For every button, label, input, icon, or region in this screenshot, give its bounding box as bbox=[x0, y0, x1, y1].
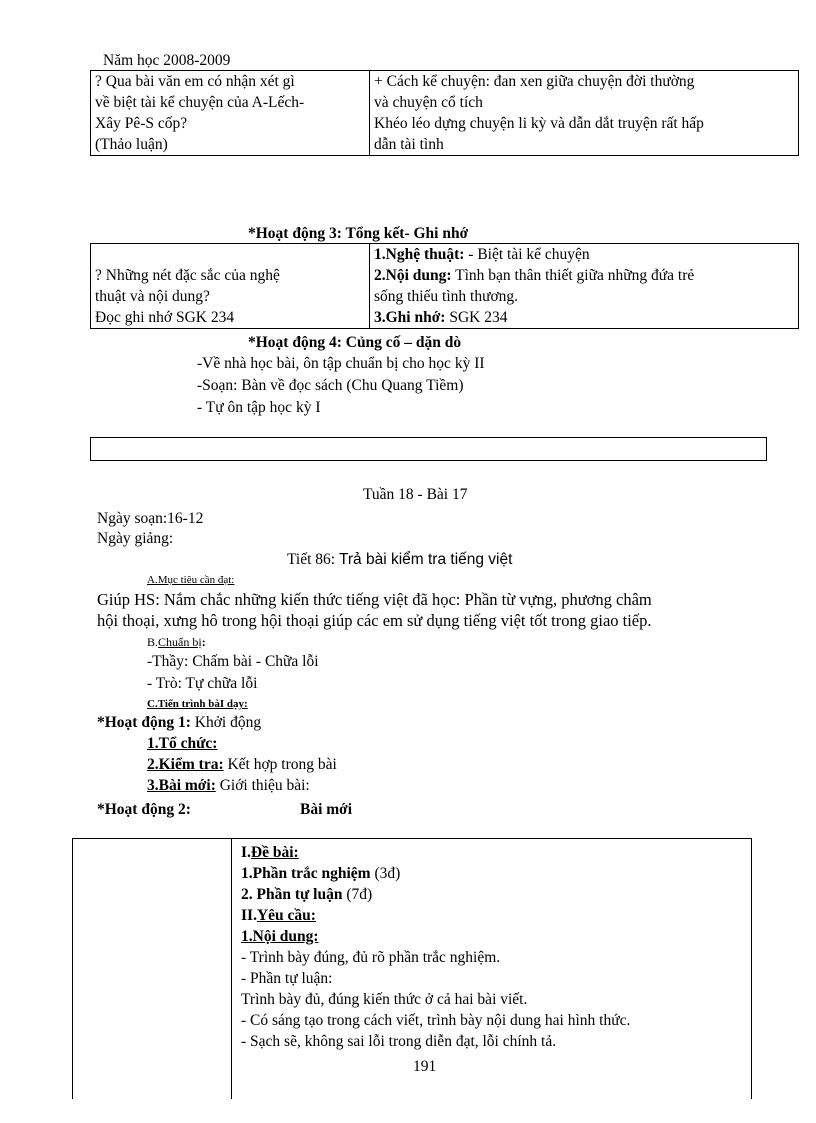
question-line: Xây Pê-S cốp? bbox=[95, 115, 188, 132]
activity2-title: Bài mới bbox=[300, 801, 353, 818]
answer-line: Khéo léo dựng chuyện li kỳ và dẫn dắt truyện rất hấp bbox=[374, 115, 704, 132]
summary-question-cell bbox=[91, 244, 370, 329]
summary-table bbox=[90, 243, 799, 329]
step-new-lesson: 3.Bài mới: Giới thiệu bài: bbox=[147, 777, 310, 794]
school-year: Năm học 2008-2009 bbox=[103, 52, 231, 69]
requirement-line: - Có sáng tạo trong cách viết, trình bày nội dung hai hình thức. bbox=[241, 1012, 631, 1029]
step-organize: 1.Tổ chức: bbox=[147, 735, 218, 752]
question-line: về biệt tài kể chuyện của A-Lếch- bbox=[95, 94, 305, 111]
homework-item: -Về nhà học bài, ôn tập chuẩn bị cho học kỳ II bbox=[197, 355, 485, 372]
question-cell bbox=[91, 71, 370, 156]
answer-cell bbox=[370, 71, 799, 156]
date-taught: Ngày giảng: bbox=[97, 530, 174, 547]
question-line: ? Qua bài văn em có nhận xét gì bbox=[95, 73, 295, 90]
column-divider bbox=[231, 839, 232, 1099]
goal-line: hội thoại, xưng hô trong hội thoại giúp các em sử dụng tiếng việt tốt trong giao tiếp. bbox=[97, 611, 652, 630]
summary-question-line: ? Những nét đặc sắc của nghệ bbox=[95, 267, 280, 284]
prep-item: -Thầy: Chấm bài - Chữa lỗi bbox=[147, 653, 319, 670]
question-line: (Thảo luận) bbox=[95, 136, 168, 153]
test-heading: I.Đề bài: bbox=[241, 844, 299, 861]
goal-heading: A.Mục tiêu cần đạt: bbox=[147, 574, 235, 586]
process-heading: C.Tiến trình bàI dạy: bbox=[147, 698, 248, 710]
content-line-2: sống thiếu tình thương. bbox=[374, 288, 519, 305]
activity3-heading: *Hoạt động 3: Tổng kết- Ghi nhớ bbox=[248, 225, 469, 242]
answer-line: dẫn tài tình bbox=[374, 136, 444, 153]
week-label: Tuần 18 - Bài 17 bbox=[363, 486, 468, 503]
memo-line: 3.Ghi nhớ: SGK 234 bbox=[374, 309, 508, 326]
multiple-choice-part: 1.Phần trắc nghiệm (3đ) bbox=[241, 865, 401, 882]
homework-item: - Tự ôn tập học kỳ I bbox=[197, 399, 321, 416]
content-heading: 1.Nội dung: bbox=[241, 928, 319, 945]
activity4-heading: *Hoạt động 4: Củng cố – dặn dò bbox=[248, 334, 462, 351]
prep-heading: B.Chuẩn bị: bbox=[147, 635, 206, 649]
goal-line: Giúp HS: Nắm chắc những kiến thức tiếng việt đã học: Phần từ vựng, phương châm bbox=[97, 590, 652, 609]
prep-item: - Trò: Tự chữa lỗi bbox=[147, 675, 258, 692]
lesson-table bbox=[72, 838, 752, 1099]
summary-question-line: thuật và nội dung? bbox=[95, 288, 210, 305]
requirements-heading: II.Yêu cầu: bbox=[241, 907, 316, 924]
answer-line: và chuyện cổ tích bbox=[374, 94, 483, 111]
summary-answer-cell bbox=[370, 244, 799, 329]
requirement-line: - Trình bày đúng, đủ rõ phần trắc nghiệm. bbox=[241, 949, 501, 966]
summary-question-line: Đọc ghi nhớ SGK 234 bbox=[95, 309, 235, 326]
separator-box bbox=[90, 437, 767, 461]
requirement-line: - Phần tự luận: bbox=[241, 970, 333, 987]
analysis-table bbox=[90, 70, 799, 156]
activity1: *Hoạt động 1: Khởi động bbox=[97, 714, 262, 731]
requirement-line: Trình bày đủ, đúng kiến thức ở cả hai bài viết. bbox=[241, 991, 528, 1008]
answer-line: + Cách kể chuyện: đan xen giữa chuyện đời thường bbox=[374, 73, 695, 90]
requirement-line: - Sạch sẽ, không sai lỗi trong diễn đạt, lỗi chính tả. bbox=[241, 1033, 557, 1050]
lesson-content bbox=[241, 842, 630, 1052]
page-number: 191 bbox=[413, 1058, 437, 1075]
date-prepared: Ngày soạn:16-12 bbox=[97, 510, 204, 527]
essay-part: 2. Phần tự luận (7đ) bbox=[241, 886, 373, 903]
art-line: 1.Nghệ thuật: - Biệt tài kể chuyện bbox=[374, 246, 590, 263]
content-line: 2.Nội dung: Tình bạn thân thiết giữa những đứa trẻ bbox=[374, 267, 695, 284]
lesson-title: Tiết 86: Trả bài kiểm tra tiếng việt bbox=[287, 551, 513, 568]
homework-item: -Soạn: Bàn về đọc sách (Chu Quang Tiềm) bbox=[197, 377, 464, 394]
activity2: *Hoạt động 2: bbox=[97, 801, 191, 818]
step-check: 2.Kiểm tra: Kết hợp trong bài bbox=[147, 756, 337, 773]
